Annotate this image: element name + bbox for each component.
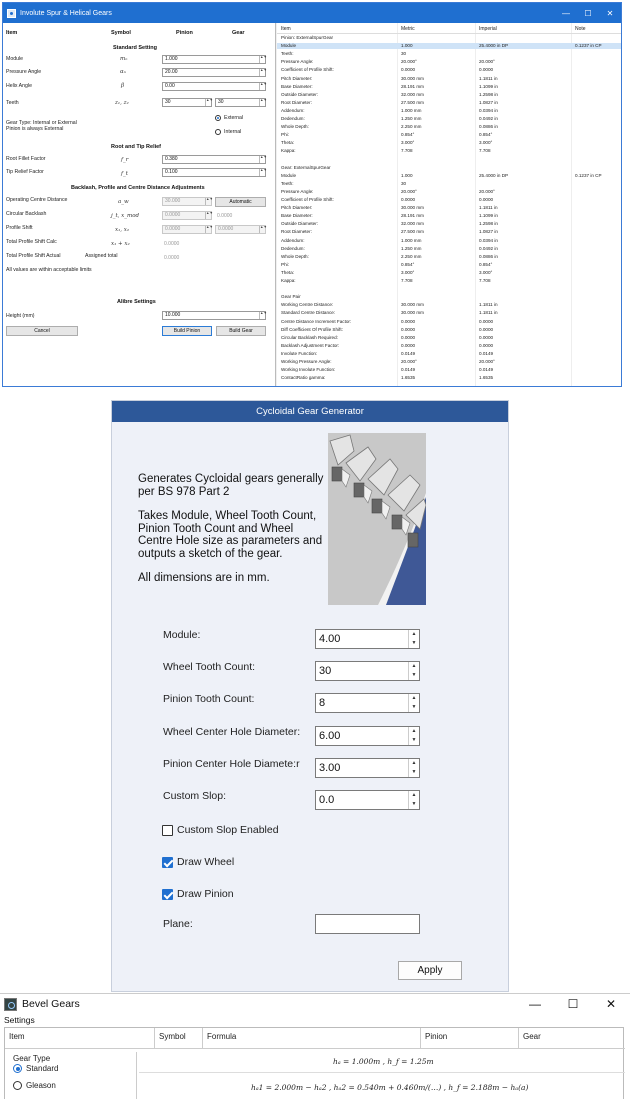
helix-angle-symbol: β xyxy=(121,83,125,89)
cycloidal-gear-preview-image xyxy=(328,433,426,605)
table-cell: 25.4000 in DP xyxy=(479,43,509,49)
table-cell: Pressure Angle: xyxy=(281,59,314,65)
table-cell: 1.1099 in xyxy=(479,83,498,89)
internal-radio[interactable]: Internal xyxy=(215,129,241,135)
table-row[interactable] xyxy=(277,165,622,171)
table-cell: 1.000 xyxy=(401,43,413,49)
description-line-2: Takes Module, Wheel Tooth Count, Pinion Tooth Count and Wheel Centre Hole size as parameters and outputs a sketch of the gear. xyxy=(138,510,323,560)
table-cell: Dedendum: xyxy=(281,245,305,251)
table-cell: 0.0149 xyxy=(479,350,494,356)
table-cell: Phi: xyxy=(281,132,289,138)
bevel-app-icon xyxy=(4,998,17,1011)
formula-addendum-gleason: hₐ1 = 2.000m − hₐ2 , hₐ2 = 0.540m + 0.460m/(…) , h_f = 2.188m − hₐ(a) xyxy=(251,1083,529,1092)
table-row[interactable] xyxy=(277,35,622,41)
table-row[interactable] xyxy=(277,157,622,163)
plane-input[interactable] xyxy=(315,914,420,934)
table-cell: 1.0827 in xyxy=(479,99,498,105)
table-cell: 1.6535 xyxy=(401,375,416,381)
table-cell: 2.250 mm xyxy=(401,124,422,130)
table-cell: 20.000° xyxy=(479,59,495,65)
table-row[interactable] xyxy=(277,375,622,381)
col-pinion[interactable]: Pinion xyxy=(421,1028,519,1048)
radio-selected-icon xyxy=(215,115,221,121)
table-cell: 0.0886 in xyxy=(479,253,498,259)
formula-addendum-standard: hₐ = 1.000m , h_f = 1.25m xyxy=(333,1057,434,1066)
helix-angle-label: Helix Angle xyxy=(6,83,32,89)
table-row[interactable] xyxy=(277,229,622,235)
pinion-note: Pinion is always External xyxy=(6,126,64,132)
draw-wheel-checkbox[interactable]: Draw Wheel xyxy=(162,856,234,868)
table-cell: 1.1811 in xyxy=(479,205,498,211)
total-calc-label: Total Profile Shift Calc xyxy=(6,239,57,245)
total-actual-label: Total Profile Shift Actual xyxy=(6,253,61,259)
standard-radio[interactable]: Standard xyxy=(13,1064,58,1073)
table-cell: 20.000° xyxy=(401,59,417,65)
table-row[interactable] xyxy=(277,302,622,308)
table-row[interactable] xyxy=(277,221,622,227)
teeth-label: Teeth xyxy=(6,100,19,106)
module-symbol: mₙ xyxy=(120,56,128,62)
table-row[interactable] xyxy=(277,359,622,365)
spinner-icon[interactable]: ▲ ▼ xyxy=(408,791,419,809)
table-row[interactable] xyxy=(277,173,622,179)
results-table[interactable] xyxy=(277,23,622,387)
table-row[interactable] xyxy=(277,246,622,252)
module-label: Module xyxy=(6,56,24,62)
table-cell: 0.854° xyxy=(401,132,415,138)
table-cell: 0.0000 xyxy=(401,334,416,340)
table-cell: 20.000° xyxy=(479,188,495,194)
table-cell: 3.000° xyxy=(479,140,493,146)
table-row[interactable] xyxy=(277,238,622,244)
spinner-icon[interactable]: ▲ ▼ xyxy=(408,630,419,648)
bevel-titlebar xyxy=(0,994,630,1014)
custom-slop-enabled-checkbox[interactable]: Custom Slop Enabled xyxy=(162,824,279,836)
gear-app-icon xyxy=(7,9,16,18)
table-cell: Standard Centre Distance: xyxy=(281,310,336,316)
col-item[interactable]: Item xyxy=(5,1028,155,1048)
table-cell: Circular Backlash Required: xyxy=(281,334,338,340)
table-cell: 1.2598 in xyxy=(479,91,498,97)
table-cell: 0.0000 xyxy=(479,197,494,202)
teeth-gear-input[interactable]: 30 ▲▼ xyxy=(215,98,266,107)
circ-backlash-label: Circular Backlash xyxy=(6,211,47,217)
table-cell: 1.1811 in xyxy=(479,302,498,308)
gear-type-group xyxy=(7,1052,137,1099)
table-cell: Coefficient of Profile Shift: xyxy=(281,67,334,73)
table-cell: Pitch Diameter: xyxy=(281,205,313,211)
table-cell: Root Diameter: xyxy=(281,99,312,105)
table-cell: Working Centre Distance: xyxy=(281,302,334,308)
table-cell: Kappa: xyxy=(281,148,296,154)
table-cell: Module xyxy=(281,43,297,49)
table-cell: 0.0149 xyxy=(479,367,494,373)
table-cell: 1.1099 in xyxy=(479,213,498,219)
circ-backlash-input[interactable]: 0.0000 ▲▼ xyxy=(162,211,212,220)
table-cell: 3.000° xyxy=(401,140,415,146)
table-cell: 1.2598 in xyxy=(479,221,498,227)
table-cell: Outside Diameter: xyxy=(281,91,319,97)
op-centre-input[interactable]: 30.000 ▲▼ xyxy=(162,197,212,206)
table-cell: Whole Depth: xyxy=(281,124,309,130)
table-row[interactable] xyxy=(277,43,622,49)
table-cell: 0.0000 xyxy=(401,318,416,324)
table-cell: ContactRatio gamma: xyxy=(281,375,326,381)
table-cell: Pitch Diameter: xyxy=(281,75,313,81)
build-gear-button[interactable]: Build Gear xyxy=(216,326,266,336)
table-row[interactable] xyxy=(277,343,622,349)
radio-empty-icon xyxy=(13,1081,22,1090)
table-cell: 32.000 mm xyxy=(401,221,424,227)
table-cell: 1.6535 xyxy=(479,375,494,381)
pinion-center-hole-label: Pinion Center Hole Diamete:r xyxy=(163,758,300,770)
wheel-tooth-count-input[interactable]: 30 ▲ ▼ xyxy=(315,661,420,681)
table-cell: 0.0000 xyxy=(401,67,416,73)
pinion-tooth-count-input[interactable]: 8 ▲ ▼ xyxy=(315,693,420,713)
table-cell: 7.708 xyxy=(479,148,491,154)
backlash-heading: Backlash, Profile and Centre Distance Adjustments xyxy=(71,185,205,191)
table-row[interactable] xyxy=(277,270,622,276)
spinner-icon[interactable]: ▲ ▼ xyxy=(408,662,419,680)
table-cell: 30.000 mm xyxy=(401,302,424,308)
table-cell: 1.250 mm xyxy=(401,245,422,251)
cycloidal-title: Cycloidal Gear Generator xyxy=(112,401,508,422)
teeth-symbol: z₁, z₂ xyxy=(115,100,129,106)
gleason-radio[interactable]: Gleason xyxy=(13,1081,56,1090)
build-pinion-button[interactable]: Build Pinion xyxy=(162,326,212,336)
involute-window xyxy=(2,2,622,387)
table-cell: 0.0000 xyxy=(401,197,416,202)
table-cell: 3.000° xyxy=(479,269,493,275)
teeth-pinion-input[interactable]: 30 ▲▼ xyxy=(162,98,212,107)
table-cell: 0.0000 xyxy=(479,67,494,73)
col-gear[interactable]: Gear xyxy=(523,1032,541,1041)
table-cell: 3.000° xyxy=(401,269,415,275)
table-cell: Outside Diameter: xyxy=(281,221,319,227)
table-cell: 1.000 mm xyxy=(401,107,422,113)
description-line-3: All dimensions are in mm. xyxy=(138,572,270,584)
table-cell: Theta: xyxy=(281,269,295,275)
table-row[interactable] xyxy=(277,108,622,114)
table-row[interactable] xyxy=(277,51,622,57)
wheel-center-hole-input[interactable]: 6.00 ▲ ▼ xyxy=(315,726,420,746)
total-calc-symbol: x₁ + x₂ xyxy=(111,241,130,247)
circ-backlash-symbol: j_t, x_mod xyxy=(111,213,140,219)
op-centre-label: Operating Centre Distance xyxy=(6,197,68,203)
table-row[interactable] xyxy=(277,124,622,130)
pressure-angle-symbol: αₙ xyxy=(120,69,126,75)
table-cell: 30.000 mm xyxy=(401,310,424,316)
wheel-tooth-count-label: Wheel Tooth Count: xyxy=(163,661,256,673)
table-row[interactable] xyxy=(277,278,622,284)
table-row[interactable] xyxy=(277,213,622,219)
custom-slop-input[interactable]: 0.0 ▲ ▼ xyxy=(315,790,420,810)
tip-relief-label: Tip Relief Factor xyxy=(6,169,44,175)
standard-setting-heading: Standard Setting xyxy=(113,45,158,51)
custom-slop-label: Custom Slop: xyxy=(163,790,227,802)
col-item[interactable]: Item xyxy=(281,26,291,32)
profile-shift-pinion-input[interactable]: 0.0000 ▲▼ xyxy=(162,225,212,234)
table-row[interactable] xyxy=(277,351,622,357)
table-cell: Base Diameter: xyxy=(281,213,313,219)
helix-angle-input[interactable]: 0.00 ▲▼ xyxy=(162,82,266,91)
checkbox-checked-icon xyxy=(162,889,173,900)
external-radio[interactable]: External xyxy=(215,115,243,121)
alibre-settings-heading: Alibre Settings xyxy=(117,299,156,305)
table-cell: Diff Coefficient Of Profile Shift: xyxy=(281,326,343,332)
checkbox-empty-icon xyxy=(162,825,173,836)
table-cell: 28.191 mm xyxy=(401,83,424,89)
draw-pinion-checkbox[interactable]: Draw Pinion xyxy=(162,888,234,900)
col-metric[interactable]: Metric xyxy=(401,26,415,32)
table-row[interactable] xyxy=(277,189,622,195)
height-label: Height (mm) xyxy=(6,313,35,319)
table-cell: 0.854° xyxy=(479,261,493,267)
table-cell: Phi: xyxy=(281,261,289,267)
table-cell: Coefficient of Profile Shift: xyxy=(281,197,334,202)
maximize-button[interactable]: ☐ xyxy=(584,8,592,18)
table-cell: 0.0394 in xyxy=(479,237,498,243)
table-row[interactable] xyxy=(277,367,622,373)
table-cell: Addendum: xyxy=(281,237,305,243)
table-cell: Pressure Angle: xyxy=(281,188,314,194)
plane-label: Plane: xyxy=(163,918,193,930)
table-cell: 0.854° xyxy=(479,132,493,138)
involute-title: Involute Spur & Helical Gears xyxy=(20,9,112,17)
table-cell: 27.500 mm xyxy=(401,99,424,105)
table-cell: 7.708 xyxy=(479,278,491,283)
gear-type-note: Gear Type: Internal or External xyxy=(6,120,77,126)
table-row[interactable] xyxy=(277,132,622,138)
table-cell: 1.1811 in xyxy=(479,75,498,81)
table-row[interactable] xyxy=(277,140,622,146)
cancel-button[interactable]: Cancel xyxy=(6,326,78,336)
table-cell: 7.708 xyxy=(401,148,413,154)
table-cell: Pinion: ExternalSpurGear xyxy=(281,35,334,40)
table-cell: Addendum: xyxy=(281,107,305,113)
table-cell: 2.250 mm xyxy=(401,253,422,259)
table-cell: 7.708 xyxy=(401,278,413,283)
table-cell: 32.000 mm xyxy=(401,91,424,97)
table-cell: Dedendum: xyxy=(281,116,305,121)
table-row[interactable] xyxy=(277,148,622,154)
radio-selected-icon xyxy=(13,1064,22,1073)
table-row[interactable] xyxy=(277,92,622,98)
spinner-icon[interactable]: ▲ ▼ xyxy=(408,759,419,777)
spinner-icon[interactable]: ▲ ▼ xyxy=(408,694,419,712)
table-row[interactable] xyxy=(277,84,622,90)
col-note[interactable]: Note xyxy=(575,26,586,32)
table-cell: 30 xyxy=(401,180,407,186)
table-row[interactable] xyxy=(277,319,622,325)
table-cell: Gear: ExternalSpurGear xyxy=(281,164,331,170)
results-table-header xyxy=(277,23,622,34)
total-actual-value: 0.0000 xyxy=(164,255,180,261)
cycloidal-window xyxy=(111,400,509,992)
spinner-icon[interactable]: ▲ ▼ xyxy=(408,727,419,745)
table-cell: 30.000 mm xyxy=(401,205,424,211)
table-cell: Gear Pair xyxy=(281,294,301,300)
table-cell: 0.0000 xyxy=(479,342,494,348)
table-cell: 0.1237 in CP xyxy=(575,172,602,178)
table-cell: 20.000° xyxy=(479,359,495,364)
table-cell: 20.000° xyxy=(401,359,417,364)
header-gear: Gear xyxy=(232,30,245,36)
checkbox-checked-icon xyxy=(162,857,173,868)
profile-shift-gear-input[interactable]: 0.0000 ▲▼ xyxy=(215,225,266,234)
table-cell: 1.000 xyxy=(401,172,413,178)
table-row[interactable] xyxy=(277,100,622,106)
table-row[interactable] xyxy=(277,294,622,300)
table-cell: 30 xyxy=(401,51,407,57)
table-cell: 1.250 mm xyxy=(401,116,422,121)
table-cell: 27.500 mm xyxy=(401,229,424,235)
table-cell: 0.0492 in xyxy=(479,245,498,251)
bevel-grid xyxy=(4,1027,624,1099)
table-cell: 1.1811 in xyxy=(479,310,498,316)
row-divider xyxy=(139,1072,625,1073)
module-label: Module: xyxy=(163,629,201,641)
table-cell: 30.000 mm xyxy=(401,75,424,81)
table-row[interactable] xyxy=(277,327,622,333)
root-fillet-input[interactable]: 0.380 ▲▼ xyxy=(162,155,266,164)
settings-menu[interactable]: Settings xyxy=(4,1015,35,1025)
table-row[interactable] xyxy=(277,254,622,260)
tip-relief-symbol: f_t xyxy=(121,171,128,177)
table-row[interactable] xyxy=(277,205,622,211)
table-cell: 25.4000 in DP xyxy=(479,172,509,178)
table-cell: Theta: xyxy=(281,140,295,146)
table-cell: Base Diameter: xyxy=(281,83,313,89)
col-imperial[interactable]: Imperial xyxy=(479,26,497,32)
height-input[interactable]: 10.000 ▲▼ xyxy=(162,311,266,320)
involute-input-panel xyxy=(3,23,276,387)
header-pinion: Pinion xyxy=(176,30,193,36)
total-calc-value: 0.0000 xyxy=(164,241,180,247)
table-cell: Involute Function: xyxy=(281,350,318,356)
pressure-angle-label: Pressure Angle xyxy=(6,69,42,75)
table-cell: 0.854° xyxy=(401,261,415,267)
minimize-button[interactable]: — xyxy=(529,997,541,1011)
table-cell: 0.0000 xyxy=(479,326,494,332)
table-cell: 0.0149 xyxy=(401,367,416,373)
table-cell: 20.000° xyxy=(401,188,417,194)
maximize-button[interactable]: ☐ xyxy=(567,997,579,1011)
table-cell: Module xyxy=(281,172,297,178)
table-row[interactable] xyxy=(277,286,622,292)
close-button[interactable]: ✕ xyxy=(606,8,614,18)
table-cell: Whole Depth: xyxy=(281,253,309,259)
root-fillet-symbol: f_r xyxy=(121,157,129,163)
pinion-tooth-count-label: Pinion Tooth Count: xyxy=(163,693,255,705)
header-symbol: Symbol xyxy=(111,30,131,36)
table-row[interactable] xyxy=(277,59,622,65)
description-line-1: Generates Cycloidal gears generally per BS 978 Part 2 xyxy=(138,473,324,498)
close-button[interactable]: ✕ xyxy=(605,997,617,1011)
table-cell: Working Pressure Angle: xyxy=(281,359,332,364)
gear-type-label: Gear Type xyxy=(13,1054,51,1063)
table-cell: Backlash Adjustment Factor: xyxy=(281,342,340,348)
table-cell: 0.0000 xyxy=(401,326,416,332)
automatic-button[interactable]: Automatic xyxy=(215,197,266,207)
table-cell: Kappa: xyxy=(281,278,296,283)
table-cell: 1.0827 in xyxy=(479,229,498,235)
table-cell: 0.0394 in xyxy=(479,107,498,113)
table-cell: Centre Distance Increment Factor: xyxy=(281,318,352,324)
table-row[interactable] xyxy=(277,262,622,268)
table-row[interactable] xyxy=(277,76,622,82)
table-row[interactable] xyxy=(277,335,622,341)
table-cell: 0.0000 xyxy=(479,318,494,324)
table-cell: 0.0000 xyxy=(401,342,416,348)
profile-shift-symbol: x₁, x₂ xyxy=(115,227,130,233)
assigned-total-label: Assigned total xyxy=(85,253,118,259)
table-cell: 0.1237 in CP xyxy=(575,43,602,49)
header-divider xyxy=(5,1048,625,1049)
table-cell: 0.0886 in xyxy=(479,124,498,130)
root-tip-heading: Root and Tip Relief xyxy=(111,144,162,150)
col-symbol[interactable]: Symbol xyxy=(155,1028,203,1048)
pressure-angle-input[interactable]: 20.00 ▲▼ xyxy=(162,68,266,77)
limits-note: All values are within acceptable limits xyxy=(6,267,92,273)
table-cell: 0.0492 in xyxy=(479,116,498,121)
profile-shift-label: Profile Shift xyxy=(6,225,33,231)
table-cell: Working Involute Function: xyxy=(281,367,336,373)
table-row[interactable] xyxy=(277,310,622,316)
table-cell: Root Diameter: xyxy=(281,229,312,235)
wheel-center-hole-label: Wheel Center Hole Diameter: xyxy=(163,726,301,738)
tip-relief-input[interactable]: 0.100 ▲▼ xyxy=(162,168,266,177)
module-input[interactable]: 1.000 ▲▼ xyxy=(162,55,266,64)
table-row[interactable] xyxy=(277,67,622,73)
table-cell: 0.0000 xyxy=(479,334,494,340)
table-cell: Teeth: xyxy=(281,180,294,186)
table-row[interactable] xyxy=(277,116,622,122)
involute-titlebar xyxy=(3,3,621,23)
header-item: Item xyxy=(6,30,18,36)
apply-button[interactable]: Apply xyxy=(398,961,462,980)
col-formula[interactable]: Formula xyxy=(203,1028,421,1048)
table-cell: 28.191 mm xyxy=(401,213,424,219)
minimize-button[interactable]: — xyxy=(562,8,570,18)
table-row[interactable] xyxy=(277,197,622,203)
table-cell: 1.000 mm xyxy=(401,237,422,243)
table-row[interactable] xyxy=(277,181,622,187)
root-fillet-label: Root Fillet Factor xyxy=(6,156,46,162)
radio-empty-icon xyxy=(215,129,221,135)
op-centre-symbol: a_w xyxy=(118,199,129,205)
bevel-title: Bevel Gears xyxy=(22,998,80,1010)
table-cell: 0.0149 xyxy=(401,350,416,356)
bevel-window xyxy=(0,993,630,1099)
module-input[interactable]: 4.00 ▲ ▼ xyxy=(315,629,420,649)
pinion-center-hole-input[interactable]: 3.00 ▲ ▼ xyxy=(315,758,420,778)
table-cell: Teeth: xyxy=(281,51,294,57)
circ-backlash-value: 0.0000 xyxy=(217,213,233,219)
